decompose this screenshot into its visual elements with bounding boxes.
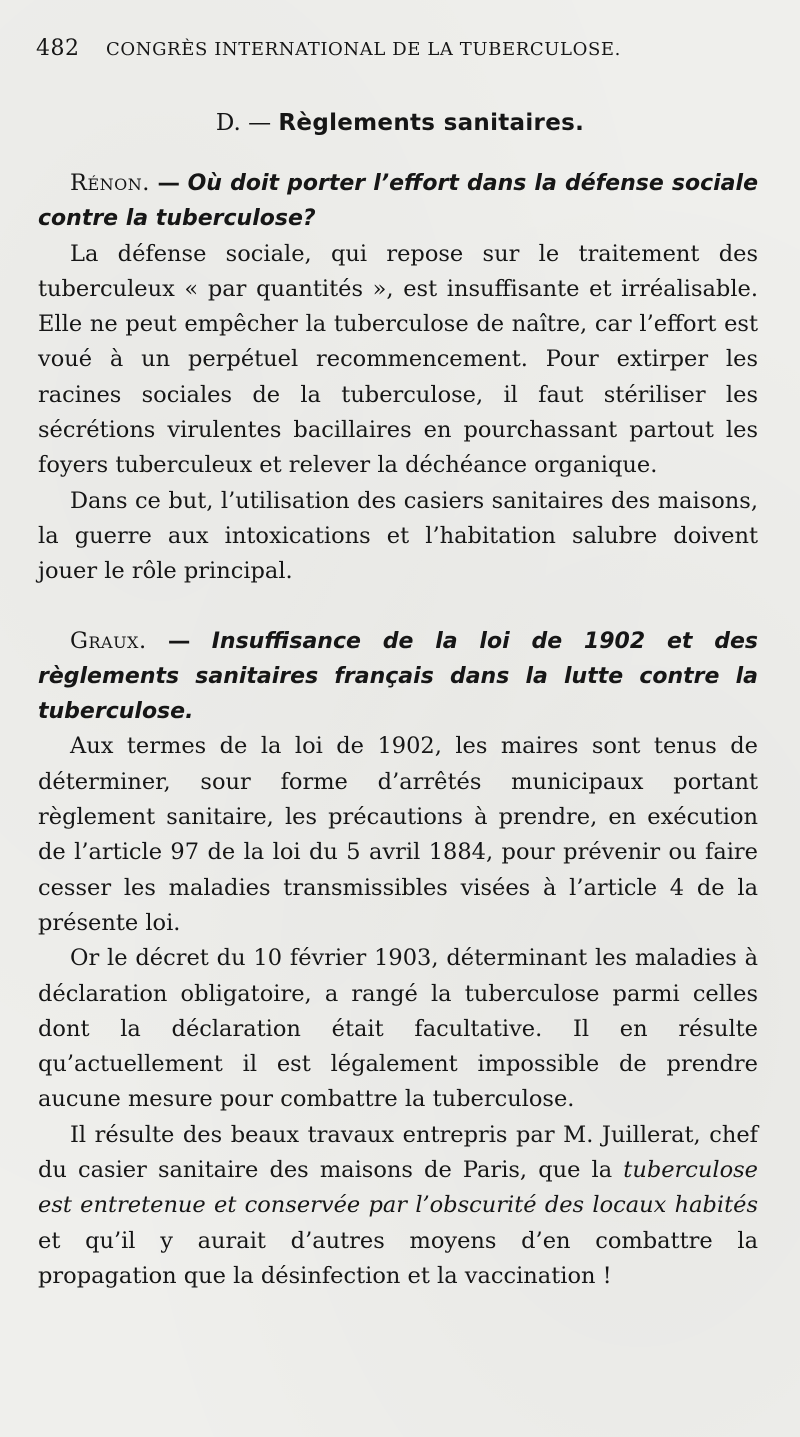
page-number: 482 xyxy=(36,36,80,61)
entry-dash: — xyxy=(167,627,191,654)
paragraph: Or le décret du 10 février 1903, déterminant les maladies à déclaration obligatoire, a rangé la tuberculose parmi celles dont la déclaration était facultative. Il en résulte qu’actuellement il est légalement impossible de prendre aucune mesure pour combattre la tuberculose. xyxy=(38,945,758,1113)
paragraph: Dans ce but, l’utilisation des casiers sanitaires des maisons, la guerre aux intoxications et l’habitation salubre doivent jouer le rôle principal. xyxy=(38,487,758,585)
section-letter: D. xyxy=(215,110,241,136)
entry-heading xyxy=(38,624,758,730)
entry-author: Graux. xyxy=(70,627,147,654)
paragraph-text: et qu’il y aurait d’autres moyens d’en combattre la propagation que la désinfection et la vaccination ! xyxy=(38,1227,758,1289)
paragraph: La défense sociale, qui repose sur le traitement des tuberculeux « par quantités », est insuffisante et irréalisable. Elle ne peut empêcher la tuberculose de naître, car l’effort est voué à un perpétuel recommencement. Pour extirper les racines sociales de la tuberculose, il faut stériliser les sécrétions virulentes bacillaires en pourchassant partout les foyers tuberculeux et relever la déchéance organique. xyxy=(38,240,758,479)
entry-dash: — xyxy=(157,170,180,196)
section-heading xyxy=(0,110,800,136)
entry-renon xyxy=(38,166,758,590)
section-title: Règlements sanitaires. xyxy=(278,110,585,136)
section-dash: — xyxy=(248,110,272,136)
entry-title: Où doit porter l’effort dans la défense sociale contre la tuberculose? xyxy=(38,171,758,232)
running-header xyxy=(36,36,776,61)
entry-author: Rénon. xyxy=(70,170,150,196)
page-body xyxy=(38,166,758,1294)
entry-graux xyxy=(38,624,758,1295)
entry-heading xyxy=(38,166,758,237)
italic-emphasis: tuberculose est entretenue et conservée par l’obscurité des locaux habités xyxy=(38,1157,758,1219)
running-title: CONGRÈS INTERNATIONAL DE LA TUBERCULOSE. xyxy=(106,39,621,60)
paragraph: Aux termes de la loi de 1902, les maires sont tenus de déterminer, sour forme d’arrêtés municipaux portant règlement sanitaire, les précautions à prendre, en exécution de l’article 97 de la loi du 5 avril 1884, pour prévenir ou faire cesser les maladies transmissibles visées à l’article 4 de la présente loi. xyxy=(38,733,758,936)
paragraph-text: Il résulte des beaux travaux entrepris par M. Juillerat, chef du casier sanitaire des maisons de Paris, que la xyxy=(38,1121,758,1184)
paragraph xyxy=(38,1118,758,1294)
entry-title: Insuffisance de la loi de 1902 et des règlements sanitaires français dans la lutte contre la tuberculose. xyxy=(38,628,758,725)
